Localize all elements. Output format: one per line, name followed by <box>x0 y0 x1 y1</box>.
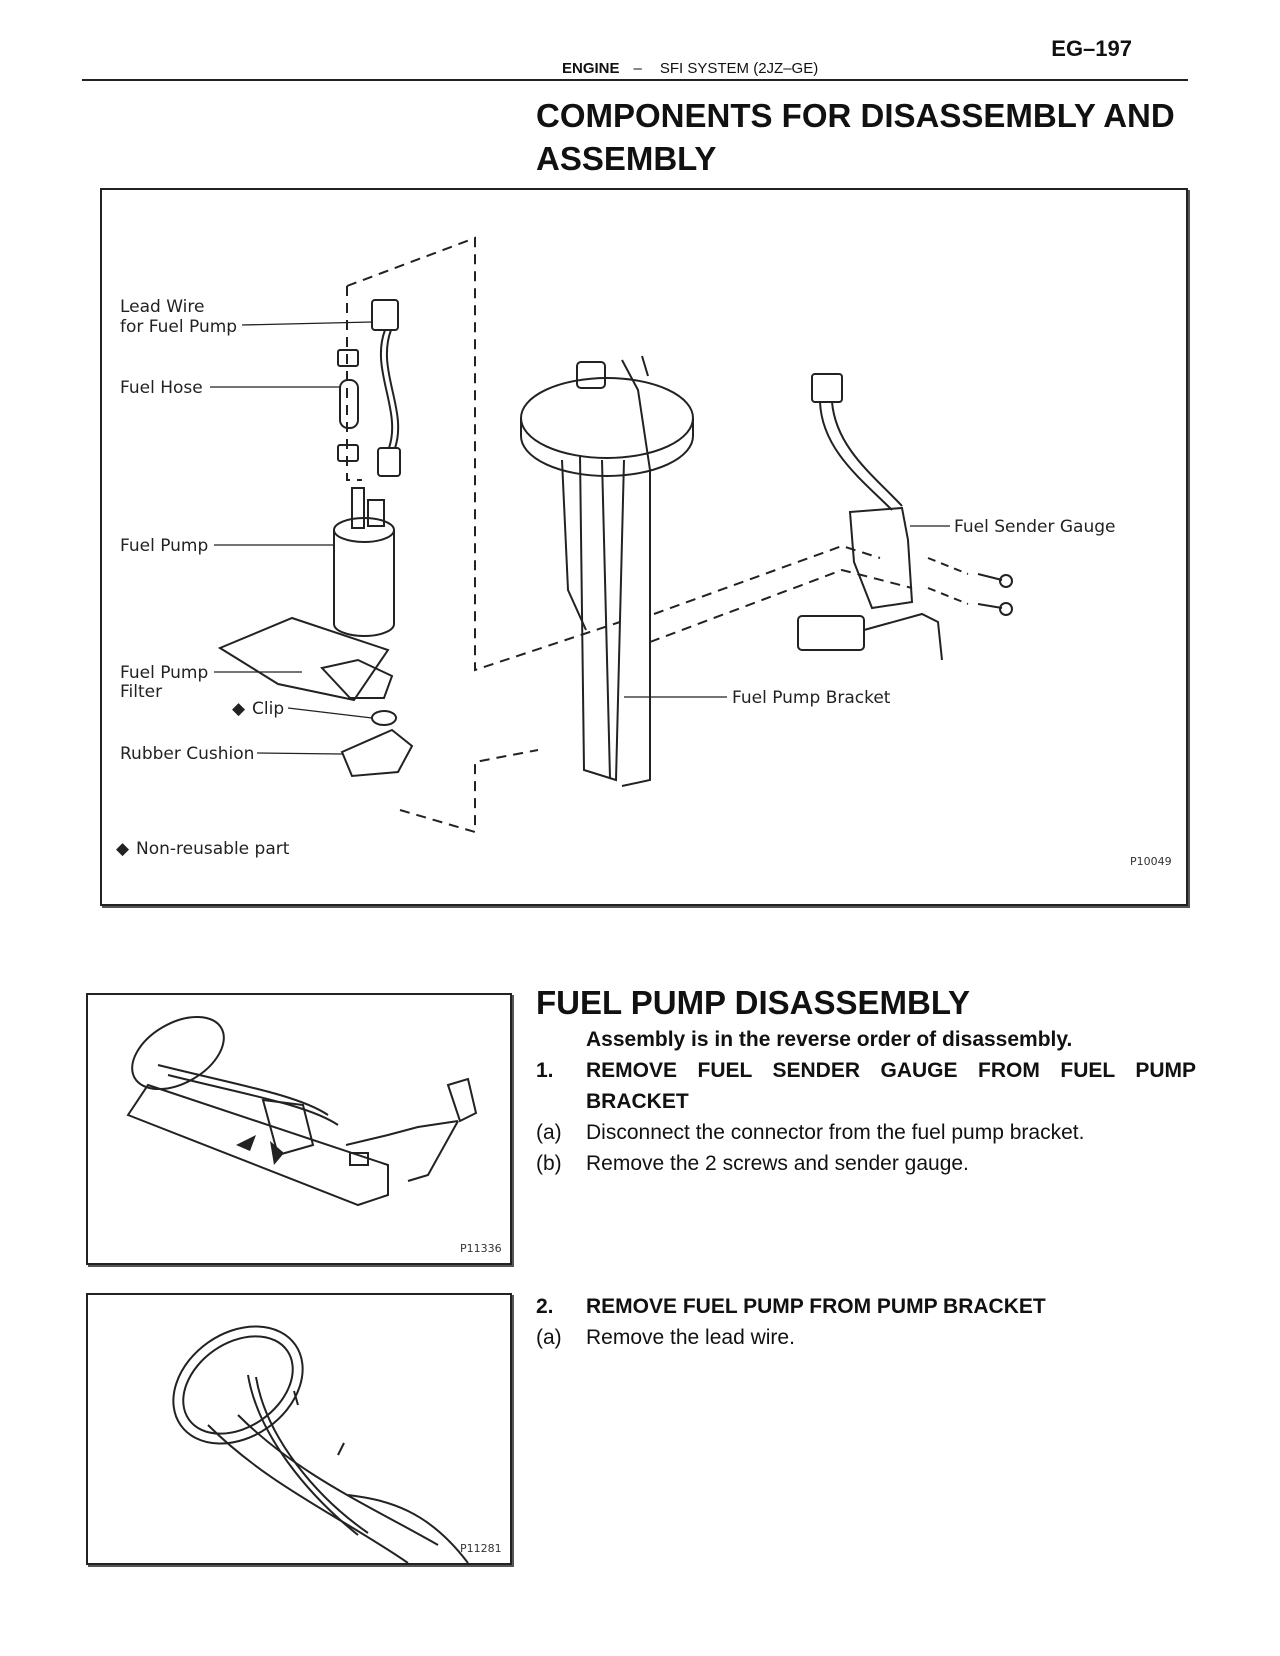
label-fuel-hose: Fuel Hose <box>120 378 203 398</box>
step-1b-label: (b) <box>536 1152 562 1175</box>
bracket-tube <box>580 455 624 780</box>
sender-gauge-illustration <box>88 995 510 1263</box>
label-clip: Clip <box>252 699 285 719</box>
lead-wire-illustration <box>88 1295 510 1563</box>
components-title: COMPONENTS FOR DISASSEMBLY AND ASSEMBLY <box>536 97 1175 177</box>
label-fuel-pump-bracket: Fuel Pump Bracket <box>732 688 891 708</box>
step-2a-text: Remove the lead wire. <box>586 1326 795 1349</box>
sender-gauge-part <box>850 508 912 608</box>
exploded-view-illustration <box>102 190 1186 904</box>
intro-row <box>536 1024 1196 1055</box>
arrow-icon-2 <box>270 1141 284 1165</box>
fuel-hose-part <box>340 380 358 428</box>
label-fuel-pump-filter-2: Filter <box>120 682 163 702</box>
label-lead-wire-1: Lead Wire <box>120 297 205 317</box>
intro-text: Assembly is in the reverse order of disassembly. <box>586 1028 1073 1051</box>
fuel-pump-body <box>334 530 394 636</box>
label-fuel-pump: Fuel Pump <box>120 536 209 556</box>
label-lead-wire-2: for Fuel Pump <box>120 317 238 337</box>
step-2a-label: (a) <box>536 1326 562 1349</box>
label-fuel-sender-gauge: Fuel Sender Gauge <box>954 517 1116 537</box>
float-part <box>798 616 864 650</box>
components-figure <box>100 188 1188 906</box>
arrow-icon-1 <box>236 1135 256 1151</box>
step-2-heading <box>536 1291 1196 1322</box>
connector-bottom <box>378 448 400 476</box>
rubber-cushion-part <box>342 730 412 776</box>
label-fuel-pump-filter-1: Fuel Pump <box>120 663 209 683</box>
fuel-pump-filter-part <box>220 618 388 700</box>
figure-code-1: P11336 <box>460 1242 502 1255</box>
dashed-guide-bottom <box>400 750 538 832</box>
running-header <box>562 60 818 77</box>
step-1a-text: Disconnect the connector from the fuel pump bracket. <box>586 1121 1085 1144</box>
page-number: EG–197 <box>1051 36 1132 61</box>
step-2-number: 2. <box>536 1295 554 1318</box>
step-1-number: 1. <box>536 1059 554 1082</box>
clip-diamond-icon: ◆ <box>232 699 246 719</box>
step-1-title-line2: BRACKET <box>586 1090 689 1113</box>
step-1b-text: Remove the 2 screws and sender gauge. <box>586 1152 969 1175</box>
non-reusable-diamond-icon: ◆ <box>116 839 130 859</box>
step-2-title: REMOVE FUEL PUMP FROM PUMP BRACKET <box>586 1295 1046 1318</box>
step-1a-label: (a) <box>536 1121 562 1144</box>
step-1-heading <box>536 1055 1196 1117</box>
step-1-title-line1: REMOVE FUEL SENDER GAUGE FROM FUEL PUMP <box>586 1059 1196 1082</box>
disassembly-title: FUEL PUMP DISASSEMBLY <box>536 984 970 1021</box>
lead-wire-figure <box>86 1293 512 1565</box>
screw-2 <box>978 604 1002 608</box>
figure-code: P10049 <box>1130 855 1172 868</box>
header-separator: – <box>633 60 642 77</box>
clip-part <box>372 711 396 725</box>
figure-code-2: P11281 <box>460 1542 502 1555</box>
dashed-guide-left <box>347 238 620 670</box>
step-2-block <box>536 1291 1196 1353</box>
section-name: ENGINE <box>562 60 620 77</box>
step-1-block <box>536 1024 1196 1179</box>
connector-top <box>372 300 398 330</box>
label-rubber-cushion: Rubber Cushion <box>120 744 255 764</box>
header-rule <box>82 79 1188 81</box>
sender-connector <box>812 374 842 402</box>
bracket-flange <box>521 378 693 458</box>
step-1a <box>536 1117 1196 1148</box>
screw-1 <box>978 574 1002 580</box>
sender-gauge-figure <box>86 993 512 1265</box>
subsection-name: SFI SYSTEM (2JZ–GE) <box>659 60 819 77</box>
step-1b <box>536 1148 1196 1179</box>
step-2a <box>536 1322 1196 1353</box>
label-non-reusable: Non-reusable part <box>136 839 290 859</box>
